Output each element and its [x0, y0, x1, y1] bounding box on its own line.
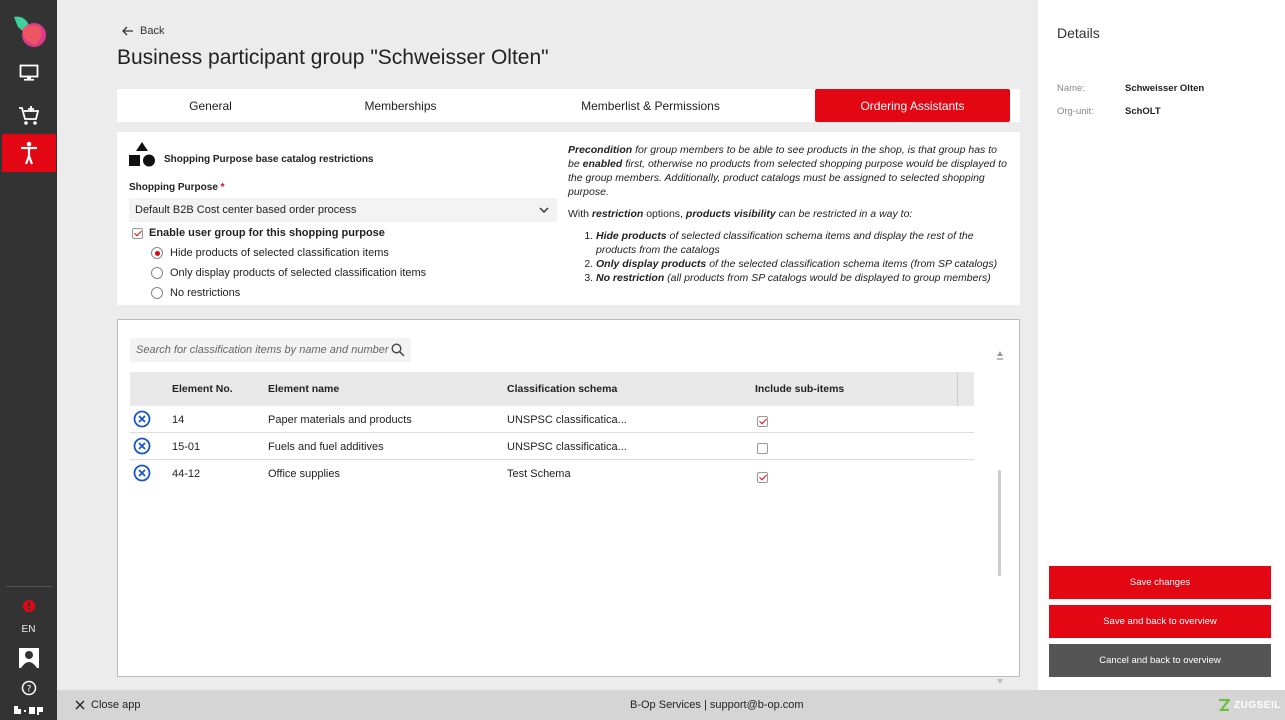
help-icon[interactable]	[2, 676, 56, 700]
close-app-button[interactable]	[75, 690, 141, 720]
table-row	[130, 460, 974, 487]
accessibility-icon	[20, 141, 38, 165]
element-name: Office supplies	[268, 467, 340, 480]
org-unit-label: Org-unit:	[1057, 106, 1094, 117]
classification-schema: UNSPSC classificatica...	[507, 413, 627, 426]
sidebar	[0, 0, 57, 720]
radio-label: Only display products of selected classification items	[170, 267, 427, 279]
cancel-and-back-button[interactable]: Cancel and back to overview	[1049, 644, 1271, 677]
element-name: Fuels and fuel additives	[268, 440, 384, 453]
cart-add-icon	[17, 104, 41, 128]
save-and-back-button[interactable]: Save and back to overview	[1049, 605, 1271, 638]
table-row	[130, 433, 974, 460]
tab-bar	[117, 89, 1020, 122]
element-no: 15-01	[172, 440, 201, 453]
monitor-icon	[19, 64, 39, 82]
radio-no-restrictions[interactable]	[151, 287, 240, 299]
search-field[interactable]	[130, 338, 411, 362]
sidebar-item-cart[interactable]	[2, 97, 56, 135]
radio-button[interactable]	[151, 267, 163, 279]
save-changes-button[interactable]: Save changes	[1049, 566, 1271, 599]
list-item: 3. No restriction (all products from SP catalogs would be displayed to group members)	[596, 271, 1008, 285]
info-paragraph-precondition: Precondition for group members to be able to see products in the shop, is that group has to be enabled first, otherwise no products from selected shopping purpose would be displayed to the group members. Additionally, product catalogs must be assigned to selected shopping purpose.	[568, 144, 1007, 198]
name-label: Name:	[1057, 83, 1085, 94]
radio-label: No restrictions	[170, 287, 241, 299]
shapes-icon	[129, 142, 155, 168]
back-link[interactable]	[122, 25, 164, 37]
element-no: 44-12	[172, 467, 201, 480]
include-sub-items-checkbox[interactable]	[757, 416, 768, 427]
remove-icon[interactable]	[133, 464, 151, 482]
column-header[interactable]: Include sub-items	[755, 383, 845, 395]
search-input[interactable]: Search for classification items by name and number	[136, 344, 389, 356]
shopping-purpose-panel	[117, 132, 1020, 305]
zugseil-logo-icon	[1218, 699, 1230, 711]
radio-hide-products[interactable]	[151, 247, 389, 259]
classification-schema: Test Schema	[507, 467, 571, 480]
page-title: Business participant group "Schweisser Olten"	[117, 46, 549, 69]
arrow-left-icon	[122, 26, 134, 36]
enable-group-checkbox-row[interactable]	[132, 227, 385, 239]
column-header[interactable]: Classification schema	[507, 383, 618, 395]
search-icon[interactable]	[391, 343, 405, 357]
include-sub-items-checkbox[interactable]	[757, 443, 768, 454]
info-paragraph-restriction: With restriction options, products visibility can be restricted in a way to:	[568, 208, 913, 220]
table-header	[130, 372, 974, 406]
list-item: 2. Only display products of the selected classification schema items (from SP catalogs)	[596, 257, 1008, 271]
radio-button[interactable]	[151, 287, 163, 299]
app-logo-icon[interactable]	[10, 13, 48, 49]
shopping-purpose-select[interactable]	[129, 198, 557, 222]
shopping-purpose-label: Shopping Purpose *	[129, 182, 225, 193]
brand-logo: ZUGSEIL	[1218, 690, 1281, 720]
sidebar-item-monitor[interactable]	[2, 54, 56, 92]
sidebar-item-accessibility[interactable]	[2, 134, 56, 172]
column-header[interactable]: Element name	[268, 383, 340, 395]
scroll-down-icon[interactable]	[996, 675, 1004, 685]
restriction-list	[582, 229, 1008, 285]
table-row	[130, 406, 974, 433]
column-header[interactable]: Element No.	[172, 383, 233, 395]
info-text	[568, 143, 1008, 285]
user-icon[interactable]	[2, 646, 56, 670]
required-mark: *	[220, 182, 225, 193]
radio-label: Hide products of selected classification items	[170, 247, 389, 259]
back-label: Back	[140, 25, 165, 37]
language-switch[interactable]: EN	[21, 624, 36, 635]
chevron-down-icon	[539, 207, 549, 214]
details-panel	[1038, 0, 1285, 690]
alert-icon[interactable]	[2, 594, 56, 618]
remove-icon[interactable]	[133, 437, 151, 455]
tab-ordering-assistants[interactable]: Ordering Assistants	[815, 89, 1010, 122]
footer	[57, 690, 1285, 720]
radio-only-display[interactable]	[151, 267, 426, 279]
support-info: B-Op Services | support@b-op.com	[630, 699, 804, 711]
scrollbar[interactable]	[998, 470, 1001, 576]
enable-group-label: Enable user group for this shopping purpose	[149, 227, 385, 239]
section-title: Shopping Purpose base catalog restrictions	[164, 154, 374, 165]
tab-memberships[interactable]: Memberships	[364, 98, 437, 113]
enable-group-checkbox[interactable]	[132, 228, 143, 239]
classification-items-panel	[117, 319, 1020, 677]
close-icon	[75, 700, 85, 710]
element-name: Paper materials and products	[268, 413, 412, 426]
tab-memberlist-permissions[interactable]: Memberlist & Permissions	[581, 98, 720, 113]
sidebar-divider	[6, 586, 52, 587]
bop-logo	[2, 700, 56, 720]
list-item: 1. Hide products of selected classification schema items and display the rest of the products from the catalogs	[596, 229, 1008, 257]
scroll-up-icon[interactable]	[996, 350, 1004, 362]
radio-button[interactable]	[151, 247, 163, 259]
tab-general[interactable]: General	[189, 98, 232, 113]
name-value: Schweisser Olten	[1125, 83, 1205, 94]
include-sub-items-checkbox[interactable]	[757, 472, 768, 483]
classification-schema: UNSPSC classificatica...	[507, 440, 627, 453]
shopping-purpose-value: Default B2B Cost center based order process	[135, 204, 357, 216]
close-app-label: Close app	[91, 699, 141, 711]
org-unit-value: SchOLT	[1125, 106, 1161, 117]
element-no: 14	[172, 413, 185, 426]
remove-icon[interactable]	[133, 410, 151, 428]
svg-text:?: ?	[26, 684, 32, 695]
details-title: Details	[1057, 25, 1100, 41]
